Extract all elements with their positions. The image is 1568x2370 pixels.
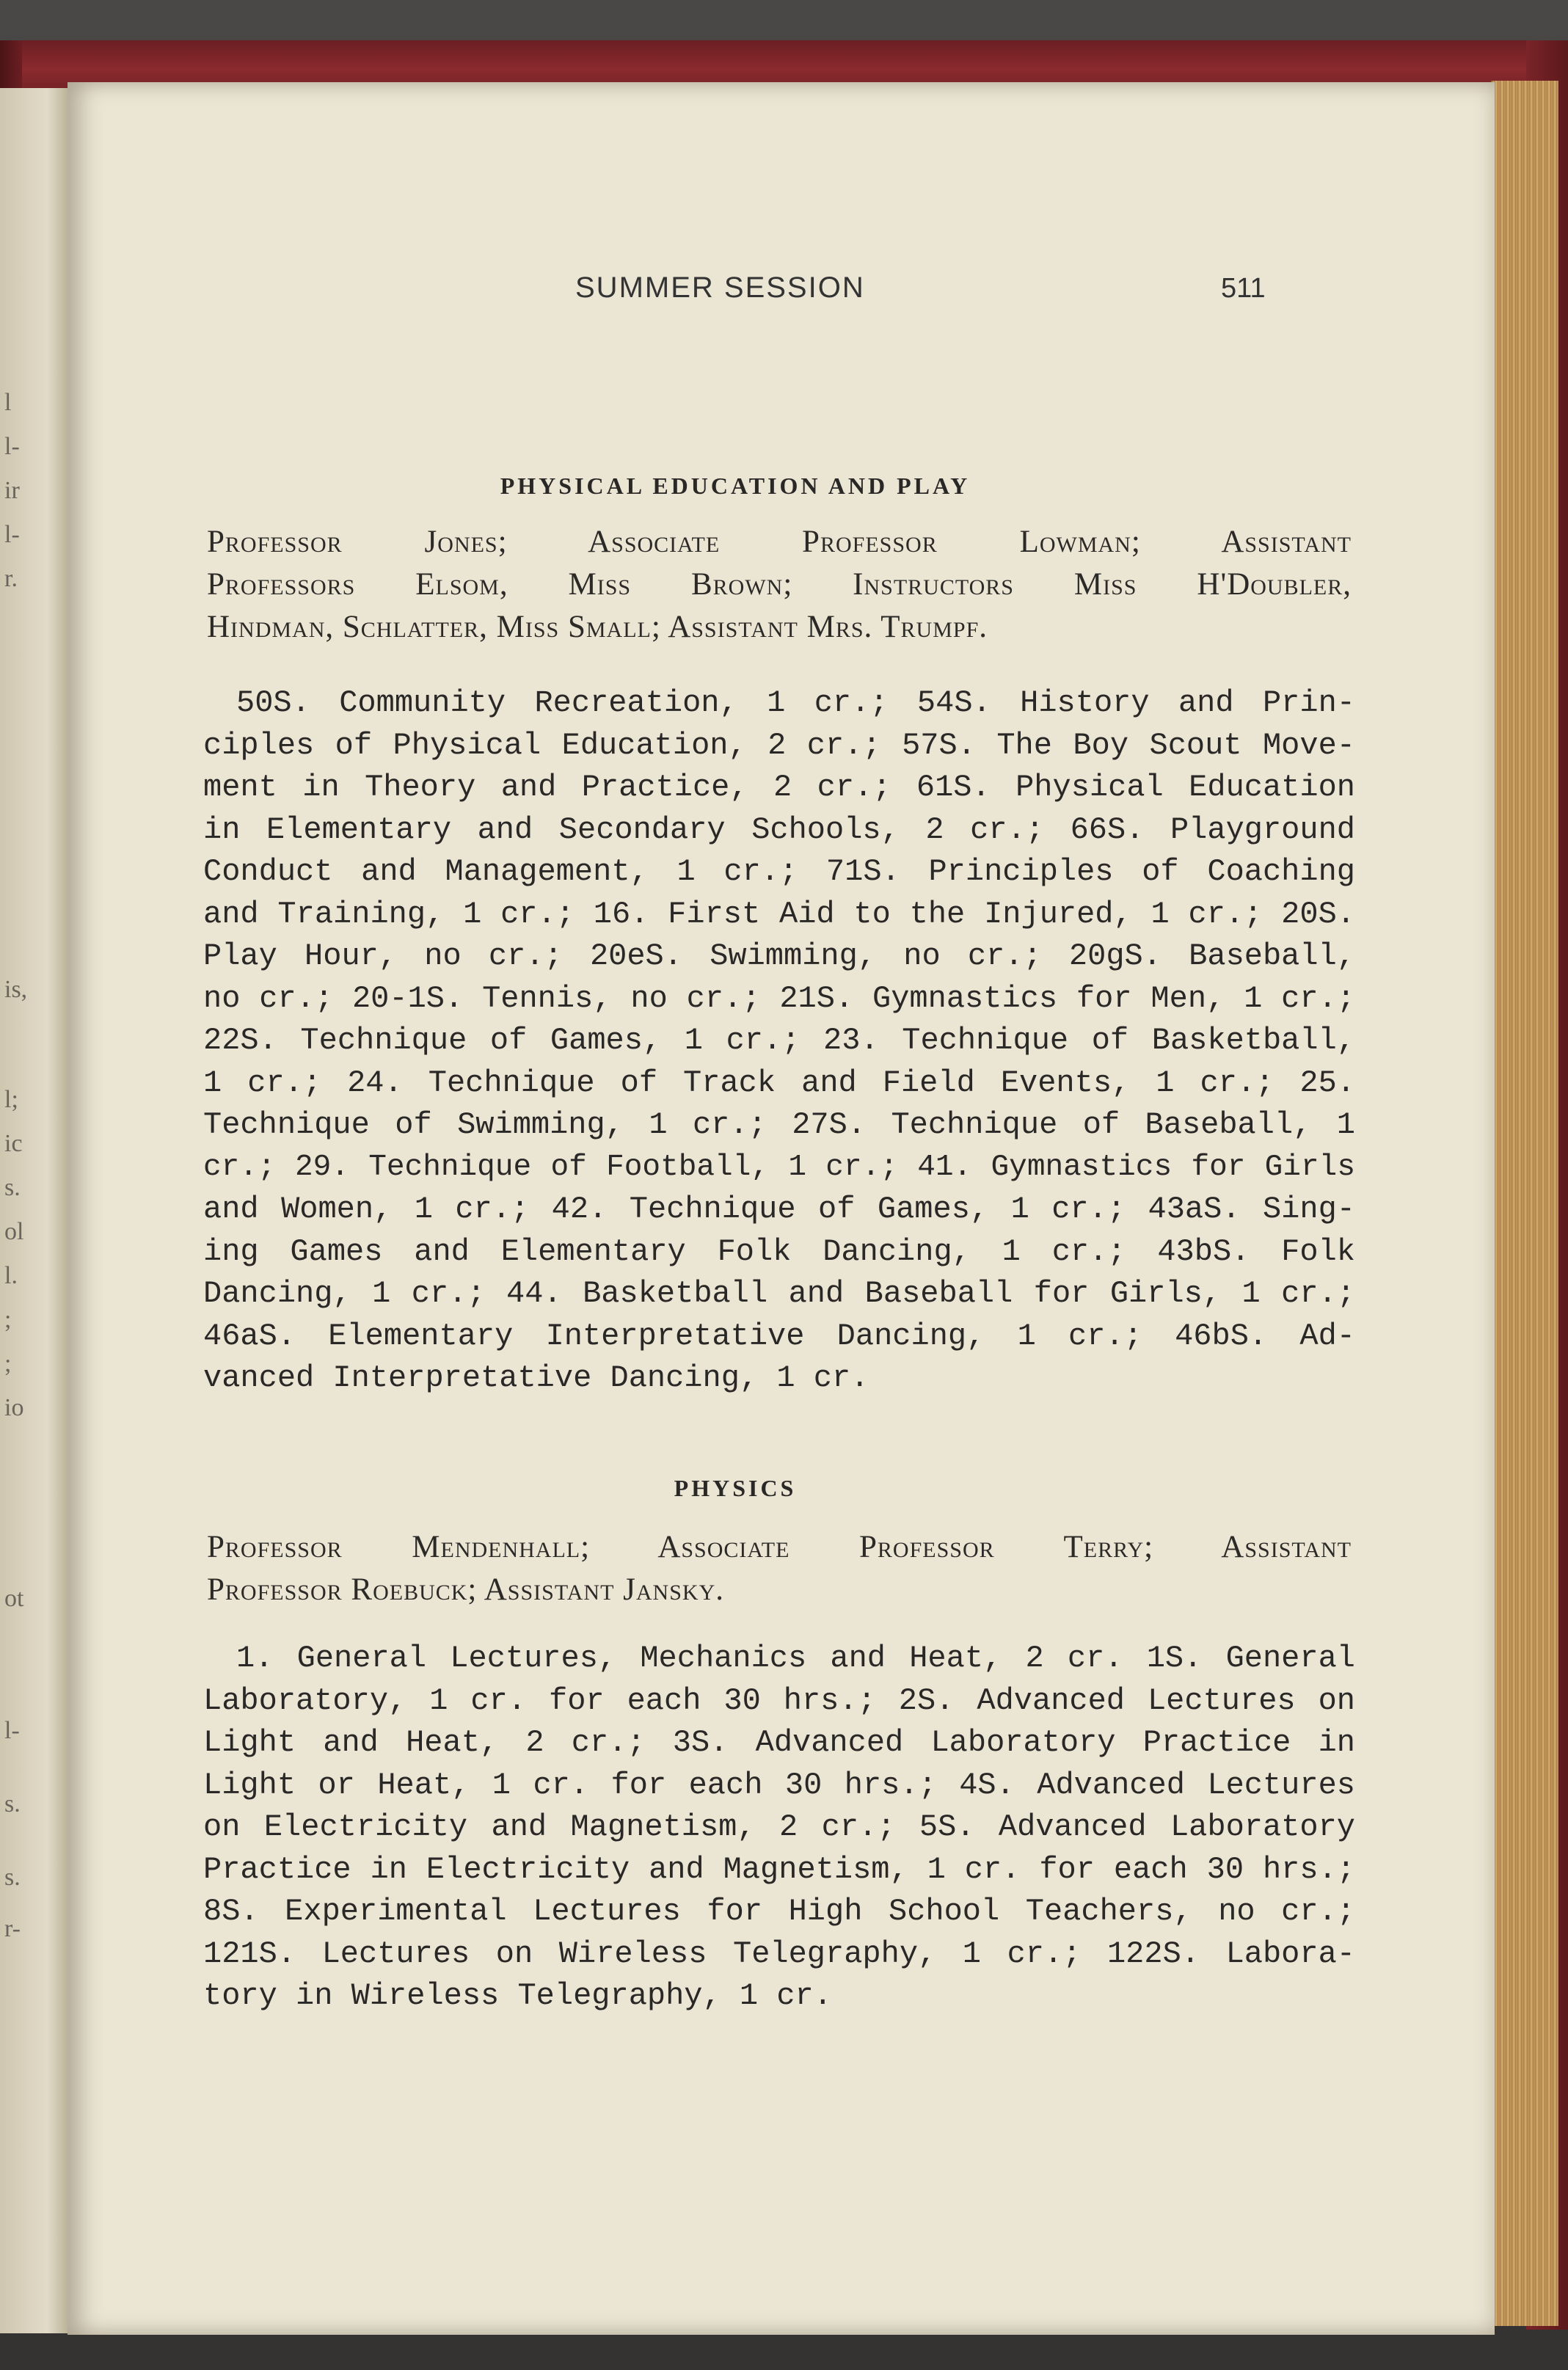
left-page-fragment: l-	[4, 1717, 20, 1744]
course-line: Light or Heat, 1 cr. for each 30 hrs.; 4S. Advanced Lectures	[203, 1767, 1355, 1803]
running-header-title: SUMMER SESSION	[575, 271, 865, 304]
left-page-fragment: r.	[4, 565, 18, 592]
course-line: in Elementary and Secondary Schools, 2 cr.; 66S. Playground	[203, 812, 1355, 847]
faculty-line: Professor Mendenhall; Associate Professor Terry; Assistant	[207, 1530, 1352, 1564]
course-line: ing Games and Elementary Folk Dancing, 1 cr.; 43bS. Folk	[203, 1233, 1355, 1269]
course-line: Practice in Electricity and Magnetism, 1 cr. for each 30 hrs.;	[203, 1851, 1355, 1887]
course-line: vanced Interpretative Dancing, 1 cr.	[203, 1360, 869, 1396]
course-line: ment in Theory and Practice, 2 cr.; 61S. Physical Education	[203, 770, 1355, 805]
left-page-fragment: ir	[4, 477, 20, 504]
faculty-list-physical-education	[207, 521, 1352, 649]
course-line: on Electricity and Magnetism, 2 cr.; 5S. Advanced Laboratory	[203, 1809, 1355, 1845]
left-page-fragment: s.	[4, 1174, 21, 1201]
course-line: ciples of Physical Education, 2 cr.; 57S. The Boy Scout Move-	[203, 727, 1355, 763]
faculty-line: Professors Elsom, Miss Brown; Instructors Miss H'Doubler,	[207, 567, 1352, 602]
left-page-fragment: io	[4, 1394, 24, 1421]
course-line: Laboratory, 1 cr. for each 30 hrs.; 2S. Advanced Lectures on	[203, 1682, 1355, 1718]
course-line: 1 cr.; 24. Technique of Track and Field Events, 1 cr.; 25.	[203, 1065, 1355, 1101]
section-heading-physical-education: PHYSICAL EDUCATION AND PLAY	[500, 473, 971, 499]
left-page-fragment: l-	[4, 433, 20, 460]
course-line: 8S. Experimental Lectures for High School Teachers, no cr.;	[203, 1894, 1355, 1929]
left-page-fragment: s.	[4, 1790, 21, 1817]
page-number: 511	[1221, 273, 1266, 304]
page-stack-edge	[1491, 81, 1558, 2326]
course-list-physics	[203, 1638, 1355, 2018]
left-page-fragment: ol	[4, 1218, 24, 1245]
faculty-list-physics	[207, 1526, 1352, 1611]
left-page-fragment: is,	[4, 976, 28, 1003]
course-line: Light and Heat, 2 cr.; 3S. Advanced Laboratory Practice in	[203, 1725, 1355, 1760]
left-page-fragment: r-	[4, 1915, 21, 1942]
book-page	[68, 82, 1495, 2335]
course-line: 50S. Community Recreation, 1 cr.; 54S. History and Prin-	[236, 685, 1355, 721]
course-list-physical-education	[203, 682, 1355, 1400]
left-page-fragment: l-	[4, 521, 20, 548]
left-page-fragment: ic	[4, 1130, 23, 1157]
faculty-line: Professor Roebuck; Assistant Jansky.	[207, 1572, 724, 1607]
course-line: 121S. Lectures on Wireless Telegraphy, 1 cr.; 122S. Labora-	[203, 1936, 1355, 1972]
left-page-fragment: ;	[4, 1306, 12, 1333]
course-line: tory in Wireless Telegraphy, 1 cr.	[203, 1978, 832, 2013]
course-line: and Training, 1 cr.; 16. First Aid to the Injured, 1 cr.; 20S.	[203, 896, 1355, 932]
course-line: Play Hour, no cr.; 20eS. Swimming, no cr.; 20gS. Baseball,	[203, 938, 1355, 974]
course-line: Dancing, 1 cr.; 44. Basketball and Baseball for Girls, 1 cr.;	[203, 1276, 1355, 1311]
course-line: 46aS. Elementary Interpretative Dancing, 1 cr.; 46bS. Ad-	[203, 1318, 1355, 1354]
section-heading-physics: PHYSICS	[674, 1475, 797, 1501]
faculty-line: Professor Jones; Associate Professor Lowman; Assistant	[207, 525, 1352, 559]
course-line: Technique of Swimming, 1 cr.; 27S. Technique of Baseball, 1	[203, 1107, 1355, 1142]
left-page-fragment: ot	[4, 1585, 24, 1612]
page-content	[68, 82, 1495, 2335]
course-line: cr.; 29. Technique of Football, 1 cr.; 41. Gymnastics for Girls	[203, 1150, 1355, 1184]
left-page-fragment: l	[4, 389, 12, 416]
left-page-fragment: l.	[4, 1262, 18, 1289]
course-line: 1. General Lectures, Mechanics and Heat, 2 cr. 1S. General	[236, 1641, 1355, 1676]
faculty-line: Hindman, Schlatter, Miss Small; Assistant Mrs. Trumpf.	[207, 610, 988, 644]
course-line: 22S. Technique of Games, 1 cr.; 23. Technique of Basketball,	[203, 1023, 1355, 1058]
previous-page-sliver	[0, 88, 68, 2333]
left-page-fragment: s.	[4, 1864, 21, 1891]
course-line: no cr.; 20-1S. Tennis, no cr.; 21S. Gymnastics for Men, 1 cr.;	[203, 980, 1355, 1016]
course-line: Conduct and Management, 1 cr.; 71S. Principles of Coaching	[203, 854, 1355, 889]
left-page-fragment: ;	[4, 1350, 12, 1377]
left-page-fragment: l;	[4, 1086, 18, 1113]
course-line: and Women, 1 cr.; 42. Technique of Games, 1 cr.; 43aS. Sing-	[203, 1192, 1355, 1227]
